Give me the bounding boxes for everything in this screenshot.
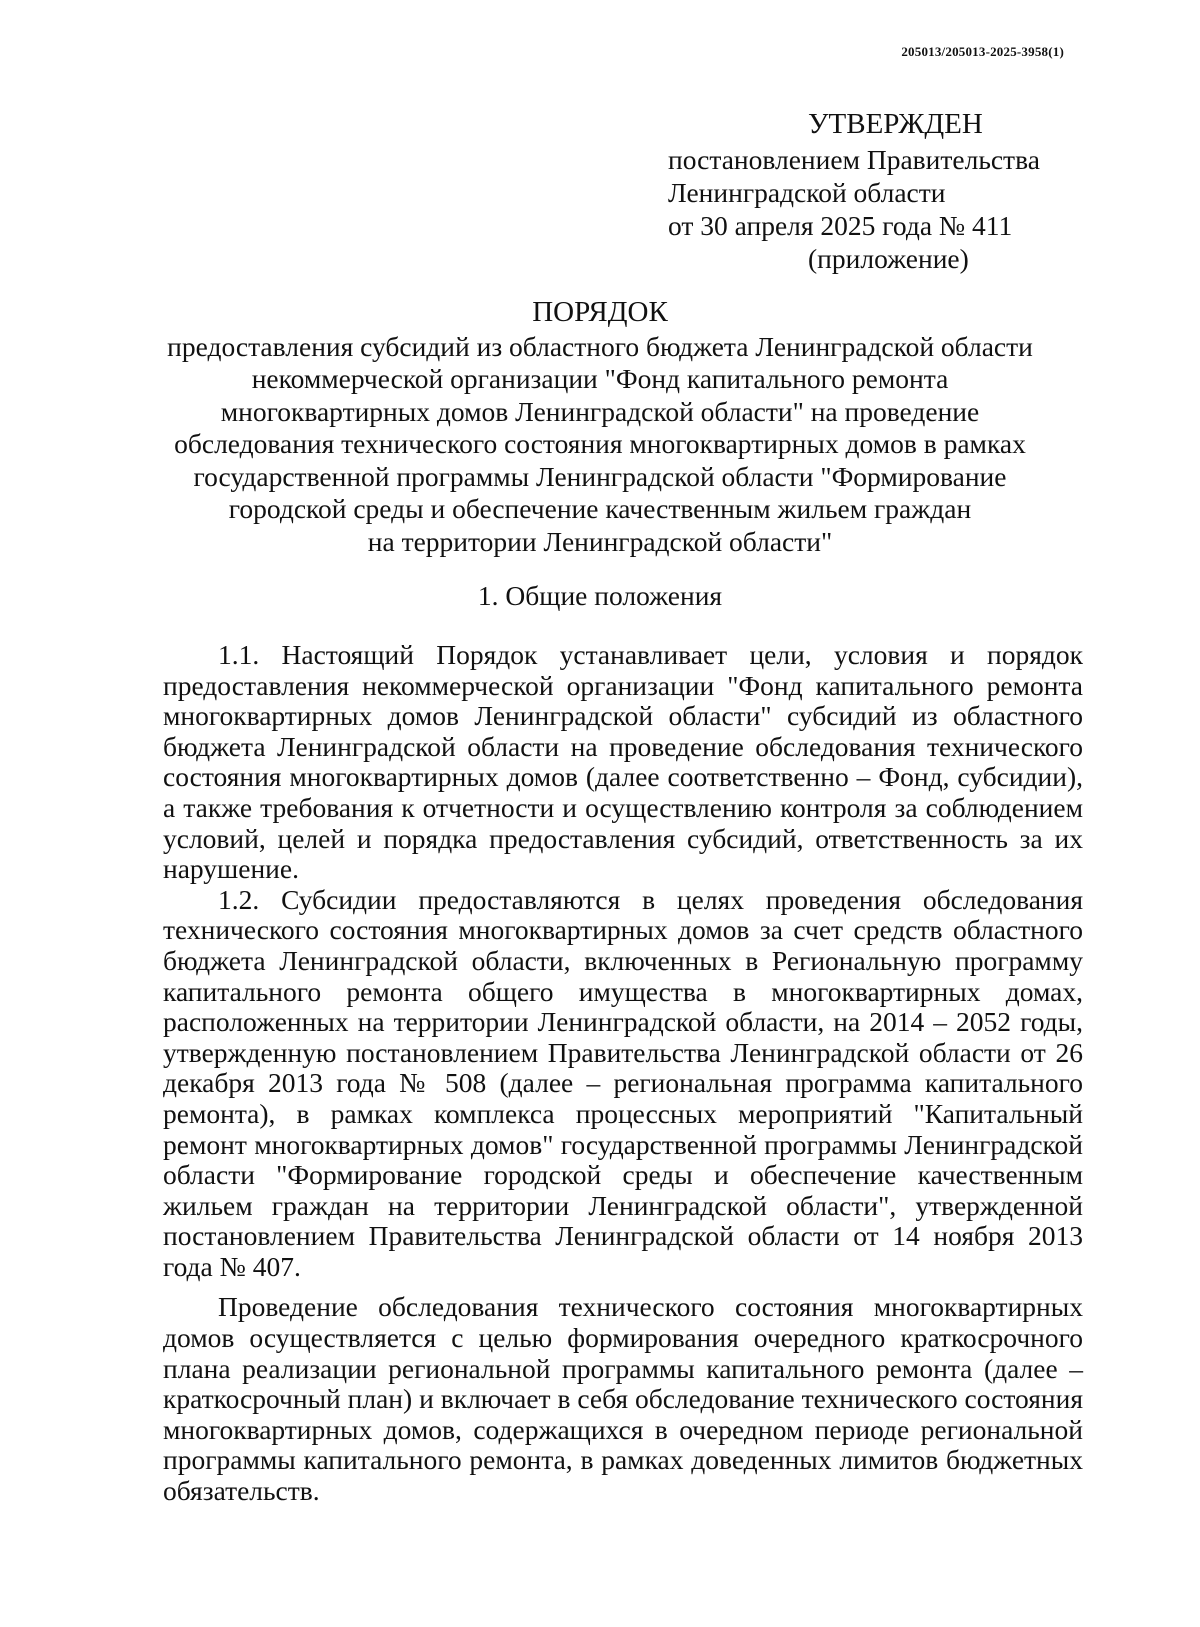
approval-appendix: (приложение) <box>808 243 969 274</box>
document-id: 205013/205013-2025-3958(1) <box>901 44 1064 59</box>
order-subtitle-line: обследования технического состояния многоквартирных домов в рамках <box>174 428 1026 459</box>
order-subtitle-line: некоммерческой организации "Фонд капитального ремонта <box>251 363 949 394</box>
order-subtitle-line: многоквартирных домов Ленинградской области" на проведение <box>220 395 980 427</box>
section-body <box>163 640 1083 1507</box>
approval-line: Ленинградской области <box>668 177 946 208</box>
approval-line: от 30 апреля 2025 года № 411 <box>668 210 1013 241</box>
order-title: ПОРЯДОК <box>532 296 668 328</box>
order-subtitle-line: городской среды и обеспечение качественным жильем граждан <box>228 493 972 524</box>
paragraph-1-2-continued: Проведение обследования технического состояния многоквартирных домов осуществляется с целью формирования очередного краткосрочного плана реализации региональной программы капитального ремонта (далее – краткосрочный план) и включает в себя обследование технического состояния многоквартирных домов, содержащихся в очередном периоде региональной программы капитального ремонта, в рамках доведенных лимитов бюджетных обязательств. <box>163 1291 1083 1507</box>
approval-block <box>668 108 1088 275</box>
approval-line: постановлением Правительства <box>668 144 1040 175</box>
order-subtitle-line: предоставления субсидий из областного бюджета Ленинградской области <box>167 330 1033 362</box>
approval-title: УТВЕРЖДЕН <box>808 108 983 140</box>
paragraph-1-2: 1.2. Субсидии предоставляются в целях проведения обследования технического состояния многоквартирных домов за счет средств областного бюджета Ленинградской области, включенных в Региональную программу капитального ремонта общего имущества в многоквартирных домах, расположенных на территории Ленинградской области, на 2014 – 2052 годы, утвержденную постановлением Правительства Ленинградской области от 26 декабря 2013 года № 508 (далее – региональная программа капитального ремонта), в рамках комплекса процессных мероприятий "Капитальный ремонт многоквартирных домов" государственной программы Ленинградской области "Формирование городской среды и обеспечение качественным жильем граждан на территории Ленинградской области", утвержденной постановлением Правительства Ленинградской области от 14 ноября 2013 года № 407. <box>163 883 1083 1282</box>
order-subtitle-line: на территории Ленинградской области" <box>367 525 833 557</box>
order-subtitle-line: государственной программы Ленинградской области "Формирование <box>193 460 1007 492</box>
order-heading-block <box>150 296 1050 558</box>
section-heading: 1. Общие положения <box>477 580 723 611</box>
paragraph-1-1: 1.1. Настоящий Порядок устанавливает цели, условия и порядок предоставления некоммерческой организации "Фонд капитального ремонта многоквартирных домов Ленинградской области" субсидий из областного бюджета Ленинградской области на проведение обследования технического состояния многоквартирных домов (далее соответственно – Фонд, субсидии), а также требования к отчетности и осуществлению контроля за соблюдением условий, целей и порядка предоставления субсидий, ответственность за их нарушение. <box>163 639 1083 885</box>
